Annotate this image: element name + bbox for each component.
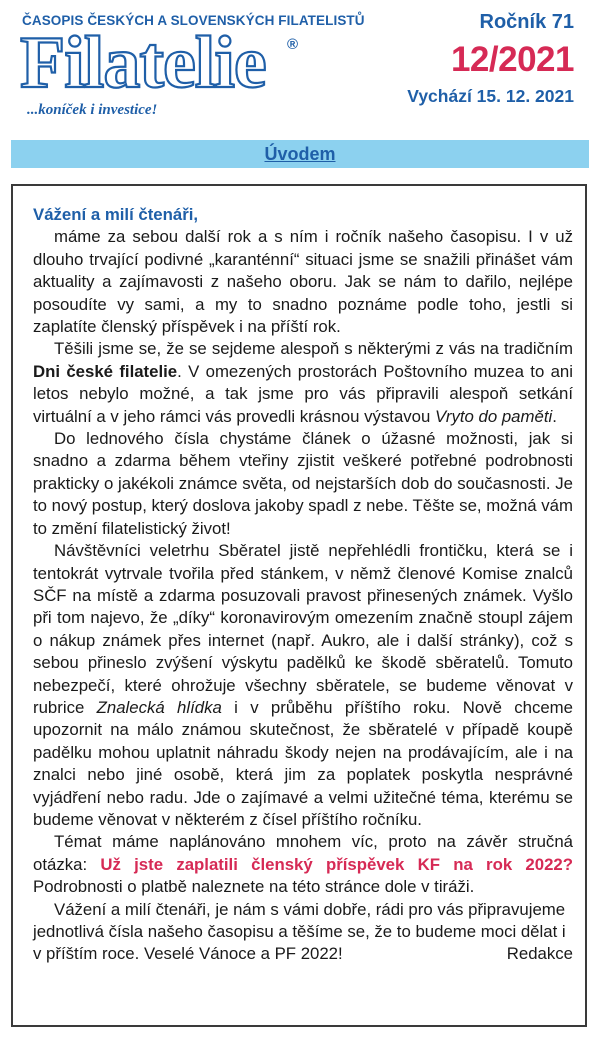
paragraph-1: máme za sebou další rok a s ním i ročník našeho časopisu. I v už dlouho trvající podivné „karanténní“ situaci jsme se snažili přinášet vám aktuality a zajímavosti z našeho oboru. Jak se nám to dařilo, nejlépe posoudíte vy sami, a my to snadno poznáme podle toho, jestli si zaplatíte členský příspěvek i na příští rok.: [33, 227, 573, 337]
section-title: Úvodem: [264, 143, 336, 164]
paragraph-5-text-a: Témat máme naplánováno mnohem víc, proto na závěr stručná otázka:: [33, 832, 573, 874]
masthead: [0, 0, 600, 130]
greeting: Vážení a milí čtenáři,: [33, 205, 199, 224]
paragraph-2-text-c: .: [552, 406, 557, 426]
paragraph-6: [33, 899, 573, 966]
section-header: [11, 140, 589, 168]
signature: Redakce: [506, 944, 573, 964]
paragraph-6-text: Vážení a milí čtenáři, je nám s vámi dobře, rádi pro vás připravujeme jednotlivá čísla našeho časopisu a těšíme se, že to budeme moci dělat i v příštím roce. Veselé Vánoce a PF 2022!: [33, 899, 566, 964]
paragraph-4-text-b: i v průběhu příštího roku. Nově chceme upozornit na málo známou skutečnost, že sběratelé v případě koupě padělku mohou uplatnit náhradu škody nejen na prodávajícím, ale i na znalci nebo jiné osobě, která jim za poplatek poskytla nesprávné vyjádření nebo radu. Jde o zajímavé a velmi užitečné téma, kterému se budeme věnovat v některém z čísel příštího ročníku.: [33, 697, 573, 829]
paragraph-2-text-a: Těšili jsme se, že se sejdeme alespoň s některými z vás na tradičním: [54, 339, 573, 359]
masthead-subtitle: ČASOPIS ČESKÝCH A SLOVENSKÝCH FILATELISTŮ: [22, 13, 365, 28]
magazine-logo: Filatelie: [20, 22, 266, 104]
column-name: Znalecká hlídka: [96, 697, 222, 717]
registered-mark: ®: [287, 36, 299, 53]
article-content: [33, 204, 573, 966]
paragraph-2-text-b: . V omezených prostorách Poštovního muzea to ani letos nebylo možné, a tak jsme pro vás připravili alespoň setkání virtuální a v jeho rámci vás provedli krásnou výstavou: [33, 361, 573, 426]
paragraph-4: [33, 540, 573, 831]
paragraph-4-text-a: Návštěvníci veletrhu Sběratel jistě nepřehlédli frontičku, která se i tentokrát vytrvale tvořila před stánkem, v němž členové Komise znalců SČF na místě a zdarma posuzovali pravost přinesených známek. Vyšlo při tom najevo, že „díky“ koronavirovým omezením značně stoupl zájem o nákup známek přes internet (např. Aukro, ale i další stránky), což s sebou přineslo zvýšení výskytu padělků ke škodě sběratelů. Tomuto nebezpečí, které ohrožuje všechny sběratele, se budeme věnovat v rubrice: [33, 541, 573, 717]
tagline: ...koníček i investice!: [27, 102, 158, 118]
issue-number: 12/2021: [450, 40, 574, 79]
paragraph-3: Do lednového čísla chystáme článek o úžasné možnosti, jak si snadno a zdarma během vteřiny zjistit veškeré potřebné podrobnosti prakticky o jakékoli známce světa, od nejstarších dob do současnosti. Je to nový postup, který doslova jakoby spadl z nebe. Těšte se, možná vám to změní filatelistický život!: [33, 429, 573, 538]
paragraph-2: [33, 338, 573, 428]
event-name: Dni české filatelie: [33, 361, 178, 381]
paragraph-5: [33, 831, 573, 898]
membership-question: Už jste zaplatili členský příspěvek KF na rok 2022?: [100, 854, 573, 874]
paragraph-5-text-b: Podrobnosti o platbě naleznete na této stránce dole v tiráži.: [33, 877, 475, 897]
volume-label: Ročník 71: [479, 11, 574, 33]
release-date: Vychází 15. 12. 2021: [407, 86, 574, 106]
article-box: [11, 184, 587, 1027]
exhibition-name: Vryto do paměti: [435, 406, 553, 426]
